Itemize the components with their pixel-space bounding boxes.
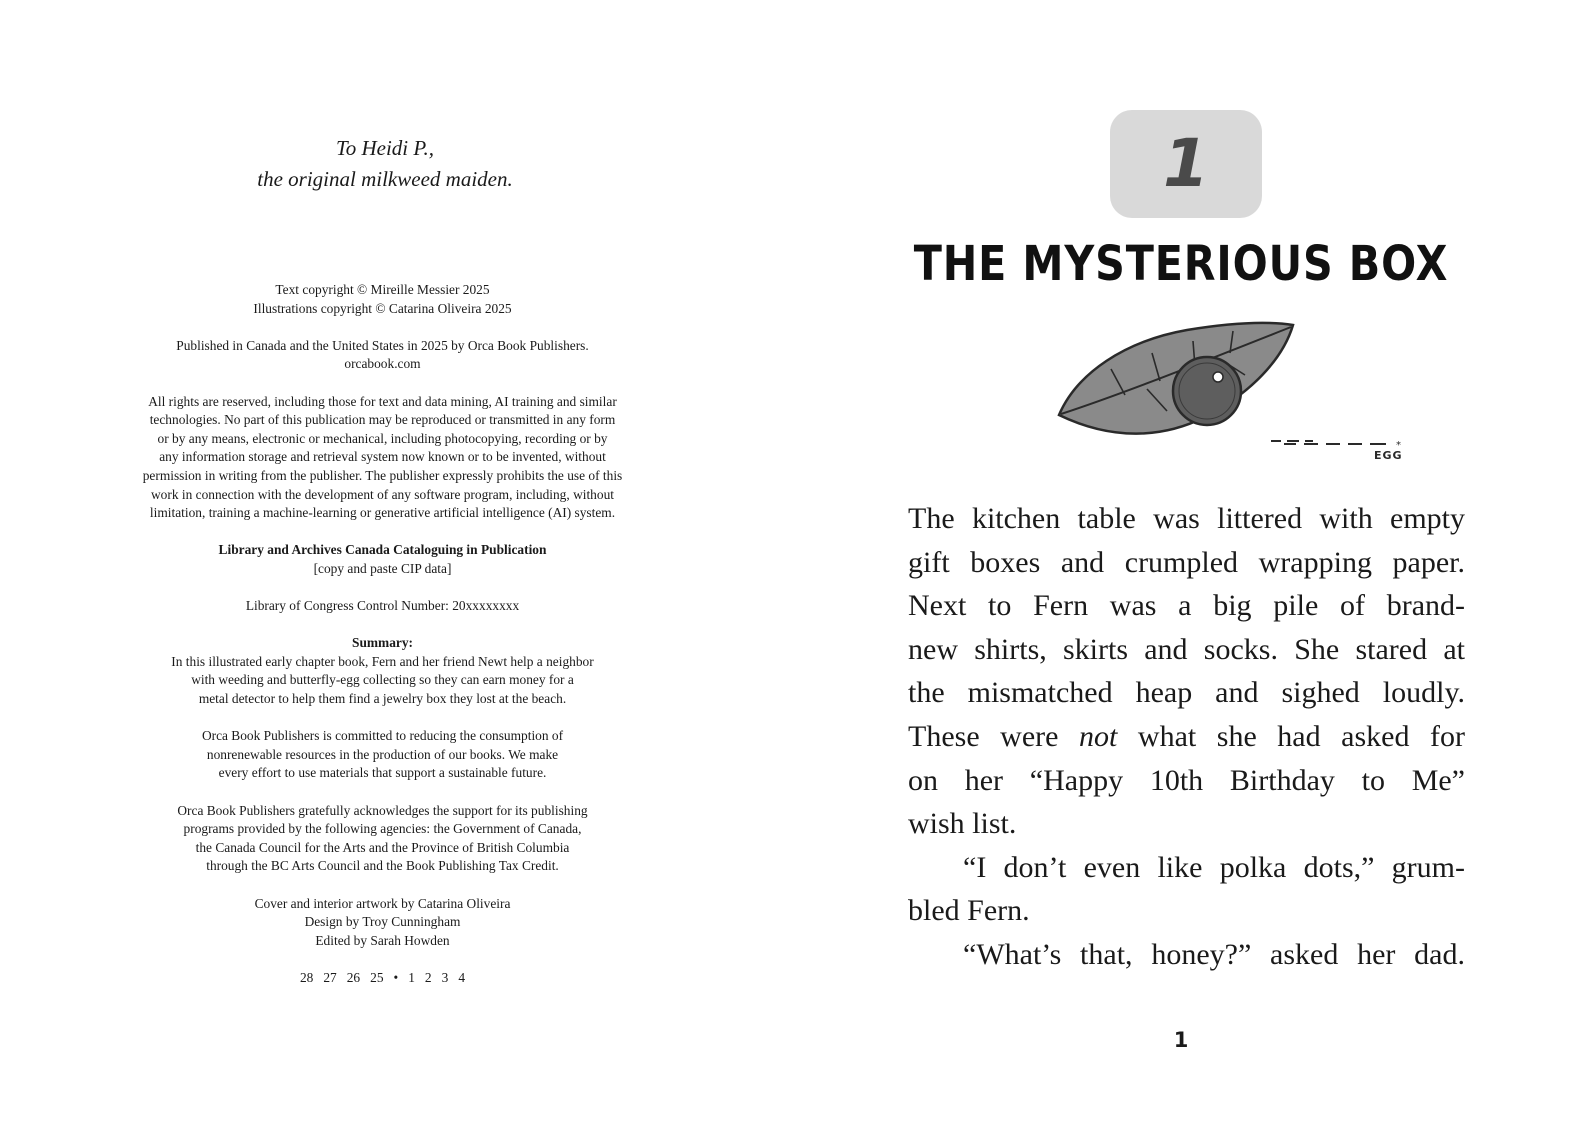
acknowledgement-line: programs provided by the following agencies: the Government of Canada, bbox=[183, 821, 582, 837]
printing-line bbox=[100, 969, 665, 988]
cip-placeholder: [copy and paste CIP data] bbox=[313, 560, 452, 576]
cip-block bbox=[100, 541, 665, 578]
paragraph-3 bbox=[908, 933, 1465, 977]
chapter-title: THE MYSTERIOUS BOX bbox=[913, 236, 1449, 292]
environment-line: nonrenewable resources in the production of our books. We make bbox=[206, 746, 559, 762]
body-line: The kitchen table was littered with empty bbox=[908, 502, 1465, 535]
printing-number: 2 bbox=[424, 969, 432, 985]
body-line: new shirts, skirts and socks. She stared at bbox=[908, 632, 1465, 666]
cip-heading: Library and Archives Canada Cataloguing in Publication bbox=[218, 542, 547, 558]
credits-line: Edited by Sarah Howden bbox=[315, 932, 450, 948]
printing-number: 25 bbox=[370, 969, 384, 985]
body-line: “I don’t even like polka dots,” grum- bbox=[963, 850, 1465, 884]
rights-line: limitation, training a machine-learning or generative artificial intelligence (AI) system. bbox=[149, 505, 616, 521]
summary-block bbox=[100, 634, 665, 708]
summary-line: with weeding and butterfly-egg collecting so they can earn money for a bbox=[191, 672, 574, 688]
body-line: wish list. bbox=[908, 807, 1017, 841]
body-line: the mismatched heap and sighed loudly. bbox=[908, 676, 1465, 710]
printing-number: 26 bbox=[346, 969, 361, 985]
lccn: Library of Congress Control Number: 20xxxxxxxx bbox=[245, 598, 520, 614]
acknowledgement-line: the Canada Council for the Arts and the Province of British Columbia bbox=[195, 839, 570, 855]
dedication-line: To Heidi P., bbox=[335, 136, 435, 160]
printing-number: 28 bbox=[299, 969, 314, 985]
credits-line: Design by Troy Cunningham bbox=[304, 914, 461, 930]
body-text-segment: These were bbox=[908, 719, 1059, 753]
page-number: 1 bbox=[1173, 1028, 1189, 1052]
egg-icon bbox=[1173, 357, 1241, 425]
rights-line: technologies. No part of this publication may be reproduced or transmitted in any form bbox=[149, 412, 616, 428]
rights-line: work in connection with the development of any software program, including, without bbox=[151, 486, 614, 502]
rights-line: any information storage and retrieval system now known or to be invented, without bbox=[159, 449, 606, 465]
copyright-block bbox=[100, 281, 665, 318]
left-page bbox=[0, 0, 787, 1144]
chapter-number-badge bbox=[1110, 110, 1262, 218]
body-line: gift boxes and crumpled wrapping paper. bbox=[908, 545, 1465, 579]
body-line bbox=[908, 715, 1465, 759]
publisher-line: Published in Canada and the United States in 2025 by Orca Book Publishers. bbox=[176, 337, 589, 353]
copyright-line: Illustrations copyright © Catarina Oliveira 2025 bbox=[253, 300, 512, 316]
rights-line: permission in writing from the publisher. The publisher expressly prohibits the use of this bbox=[142, 467, 623, 483]
body-text-segment: what she had asked for bbox=[1137, 719, 1465, 753]
acknowledgement-line: Orca Book Publishers gratefully acknowledges the support for its publishing bbox=[177, 802, 588, 818]
credits-line: Cover and interior artwork by Catarina Oliveira bbox=[254, 895, 511, 911]
egg-label: EGG bbox=[1374, 449, 1403, 462]
printing-number: 1 bbox=[408, 969, 415, 985]
dedication-line: the original milkweed maiden. bbox=[257, 167, 513, 191]
body-line: “What’s that, honey?” asked her dad. bbox=[963, 937, 1465, 971]
paragraph-2 bbox=[908, 846, 1465, 933]
rights-line: or by any means, electronic or mechanical, including photocopying, recording or by bbox=[157, 430, 608, 446]
copyright-line: Text copyright © Mireille Messier 2025 bbox=[275, 282, 490, 297]
dedication bbox=[0, 133, 770, 195]
chapter-number: 1 bbox=[1163, 125, 1209, 202]
credits-block bbox=[100, 895, 665, 951]
printing-number: 27 bbox=[323, 969, 337, 985]
environment-line: every effort to use materials that support a sustainable future. bbox=[218, 765, 547, 781]
emphasis-not: not bbox=[1079, 719, 1118, 753]
publisher-website: orcabook.com bbox=[344, 356, 421, 372]
publisher-block bbox=[100, 337, 665, 374]
copyright-imprint bbox=[100, 281, 665, 988]
paragraph-1 bbox=[908, 497, 1465, 846]
environment-block bbox=[100, 727, 665, 783]
body-line: bled Fern. bbox=[908, 894, 1030, 928]
printing-number: 3 bbox=[441, 969, 449, 985]
rights-block bbox=[100, 393, 665, 523]
summary-heading: Summary: bbox=[352, 635, 413, 651]
rights-line: All rights are reserved, including those for text and data mining, AI training and similar bbox=[148, 393, 617, 409]
right-page bbox=[787, 0, 1575, 1144]
body-line: Next to Fern was a big pile of brand- bbox=[908, 589, 1465, 623]
chapter-body bbox=[908, 497, 1465, 977]
printing-bullet: • bbox=[393, 969, 399, 985]
body-line: on her “Happy 10th Birthday to Me” bbox=[908, 763, 1465, 797]
acknowledgement-block bbox=[100, 802, 665, 876]
leaf-with-egg-illustration bbox=[1055, 313, 1315, 473]
summary-line: metal detector to help them find a jewelry box they lost at the beach. bbox=[198, 691, 567, 707]
printing-number: 4 bbox=[458, 969, 466, 985]
svg-text:*: * bbox=[1396, 440, 1401, 451]
acknowledgement-line: through the BC Arts Council and the Book Publishing Tax Credit. bbox=[206, 858, 559, 874]
summary-line: In this illustrated early chapter book, Fern and her friend Newt help a neighbor bbox=[171, 653, 594, 669]
lccn-block bbox=[100, 597, 665, 616]
environment-line: Orca Book Publishers is committed to reducing the consumption of bbox=[201, 728, 564, 744]
